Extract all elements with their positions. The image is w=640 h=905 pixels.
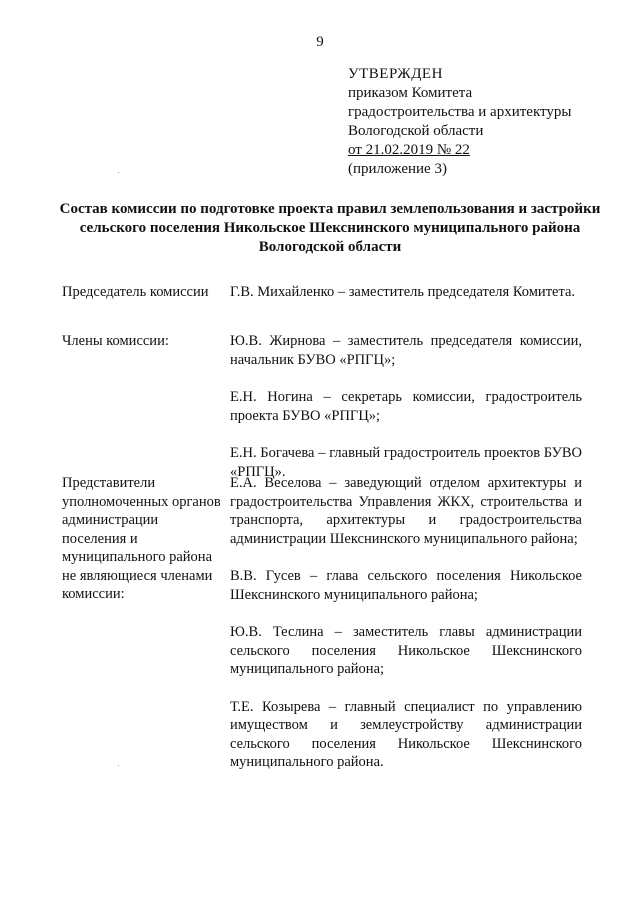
section-label: Члены комиссии: — [62, 333, 169, 349]
scan-speck — [118, 172, 119, 173]
section-entries — [230, 474, 582, 772]
member-entry: Е.Н. Ногина – секретарь комиссии, градостроитель проекта БУВО «РПГЦ»; — [230, 389, 582, 424]
member-entry: В.В. Гусев – глава сельского поселения Никольское Шекснинского муниципального района; — [230, 568, 582, 603]
approval-line-3: Вологодской области — [348, 123, 484, 139]
approval-appendix: (приложение 3) — [348, 161, 447, 177]
document-title: Состав комиссии по подготовке проекта правил землепользования и застройки сельского поселения Никольское Шекснинского муниципального района Вологодской области — [59, 201, 601, 255]
member-entry: Е.Н. Богачева – главный градостроитель проектов БУВО «РПГЦ». — [230, 445, 582, 480]
member-entry: Т.Е. Козырева – главный специалист по управлению имуществом и землеустройству администрации сельского поселения Никольское Шекснинского муниципального района. — [230, 698, 582, 770]
approval-heading: УТВЕРЖДЕН — [348, 66, 443, 82]
approval-line-2: градостроительства и архитектуры — [348, 104, 572, 120]
member-entry: Г.В. Михайленко – заместитель председателя Комитета. — [230, 284, 576, 300]
section-label: Представители уполномоченных органов администрации поселения и муниципального района не являющиеся членами комиссии: — [62, 475, 221, 602]
page-number: 9 — [316, 34, 324, 50]
approval-line-1: приказом Комитета — [348, 85, 473, 101]
approval-block — [348, 65, 571, 179]
section-entries — [230, 332, 582, 481]
approval-order-date: от 21.02.2019 № 22 — [348, 142, 470, 158]
member-entry: Е.А. Веселова – заведующий отделом архитектуры и градостроительства Управления ЖКХ, строительства и транспорта, архитектуры и градостроительства администрации Шекснинского муниципального района; — [230, 475, 582, 547]
member-entry: Ю.В. Теслина – заместитель главы администрации сельского поселения Никольское Шекснинского муниципального района; — [230, 624, 582, 677]
section-entries — [230, 283, 582, 302]
scan-speck — [118, 765, 119, 766]
section-label: Председатель комиссии — [62, 284, 209, 300]
member-entry: Ю.В. Жирнова – заместитель председателя комиссии, начальник БУВО «РПГЦ»; — [230, 333, 582, 368]
